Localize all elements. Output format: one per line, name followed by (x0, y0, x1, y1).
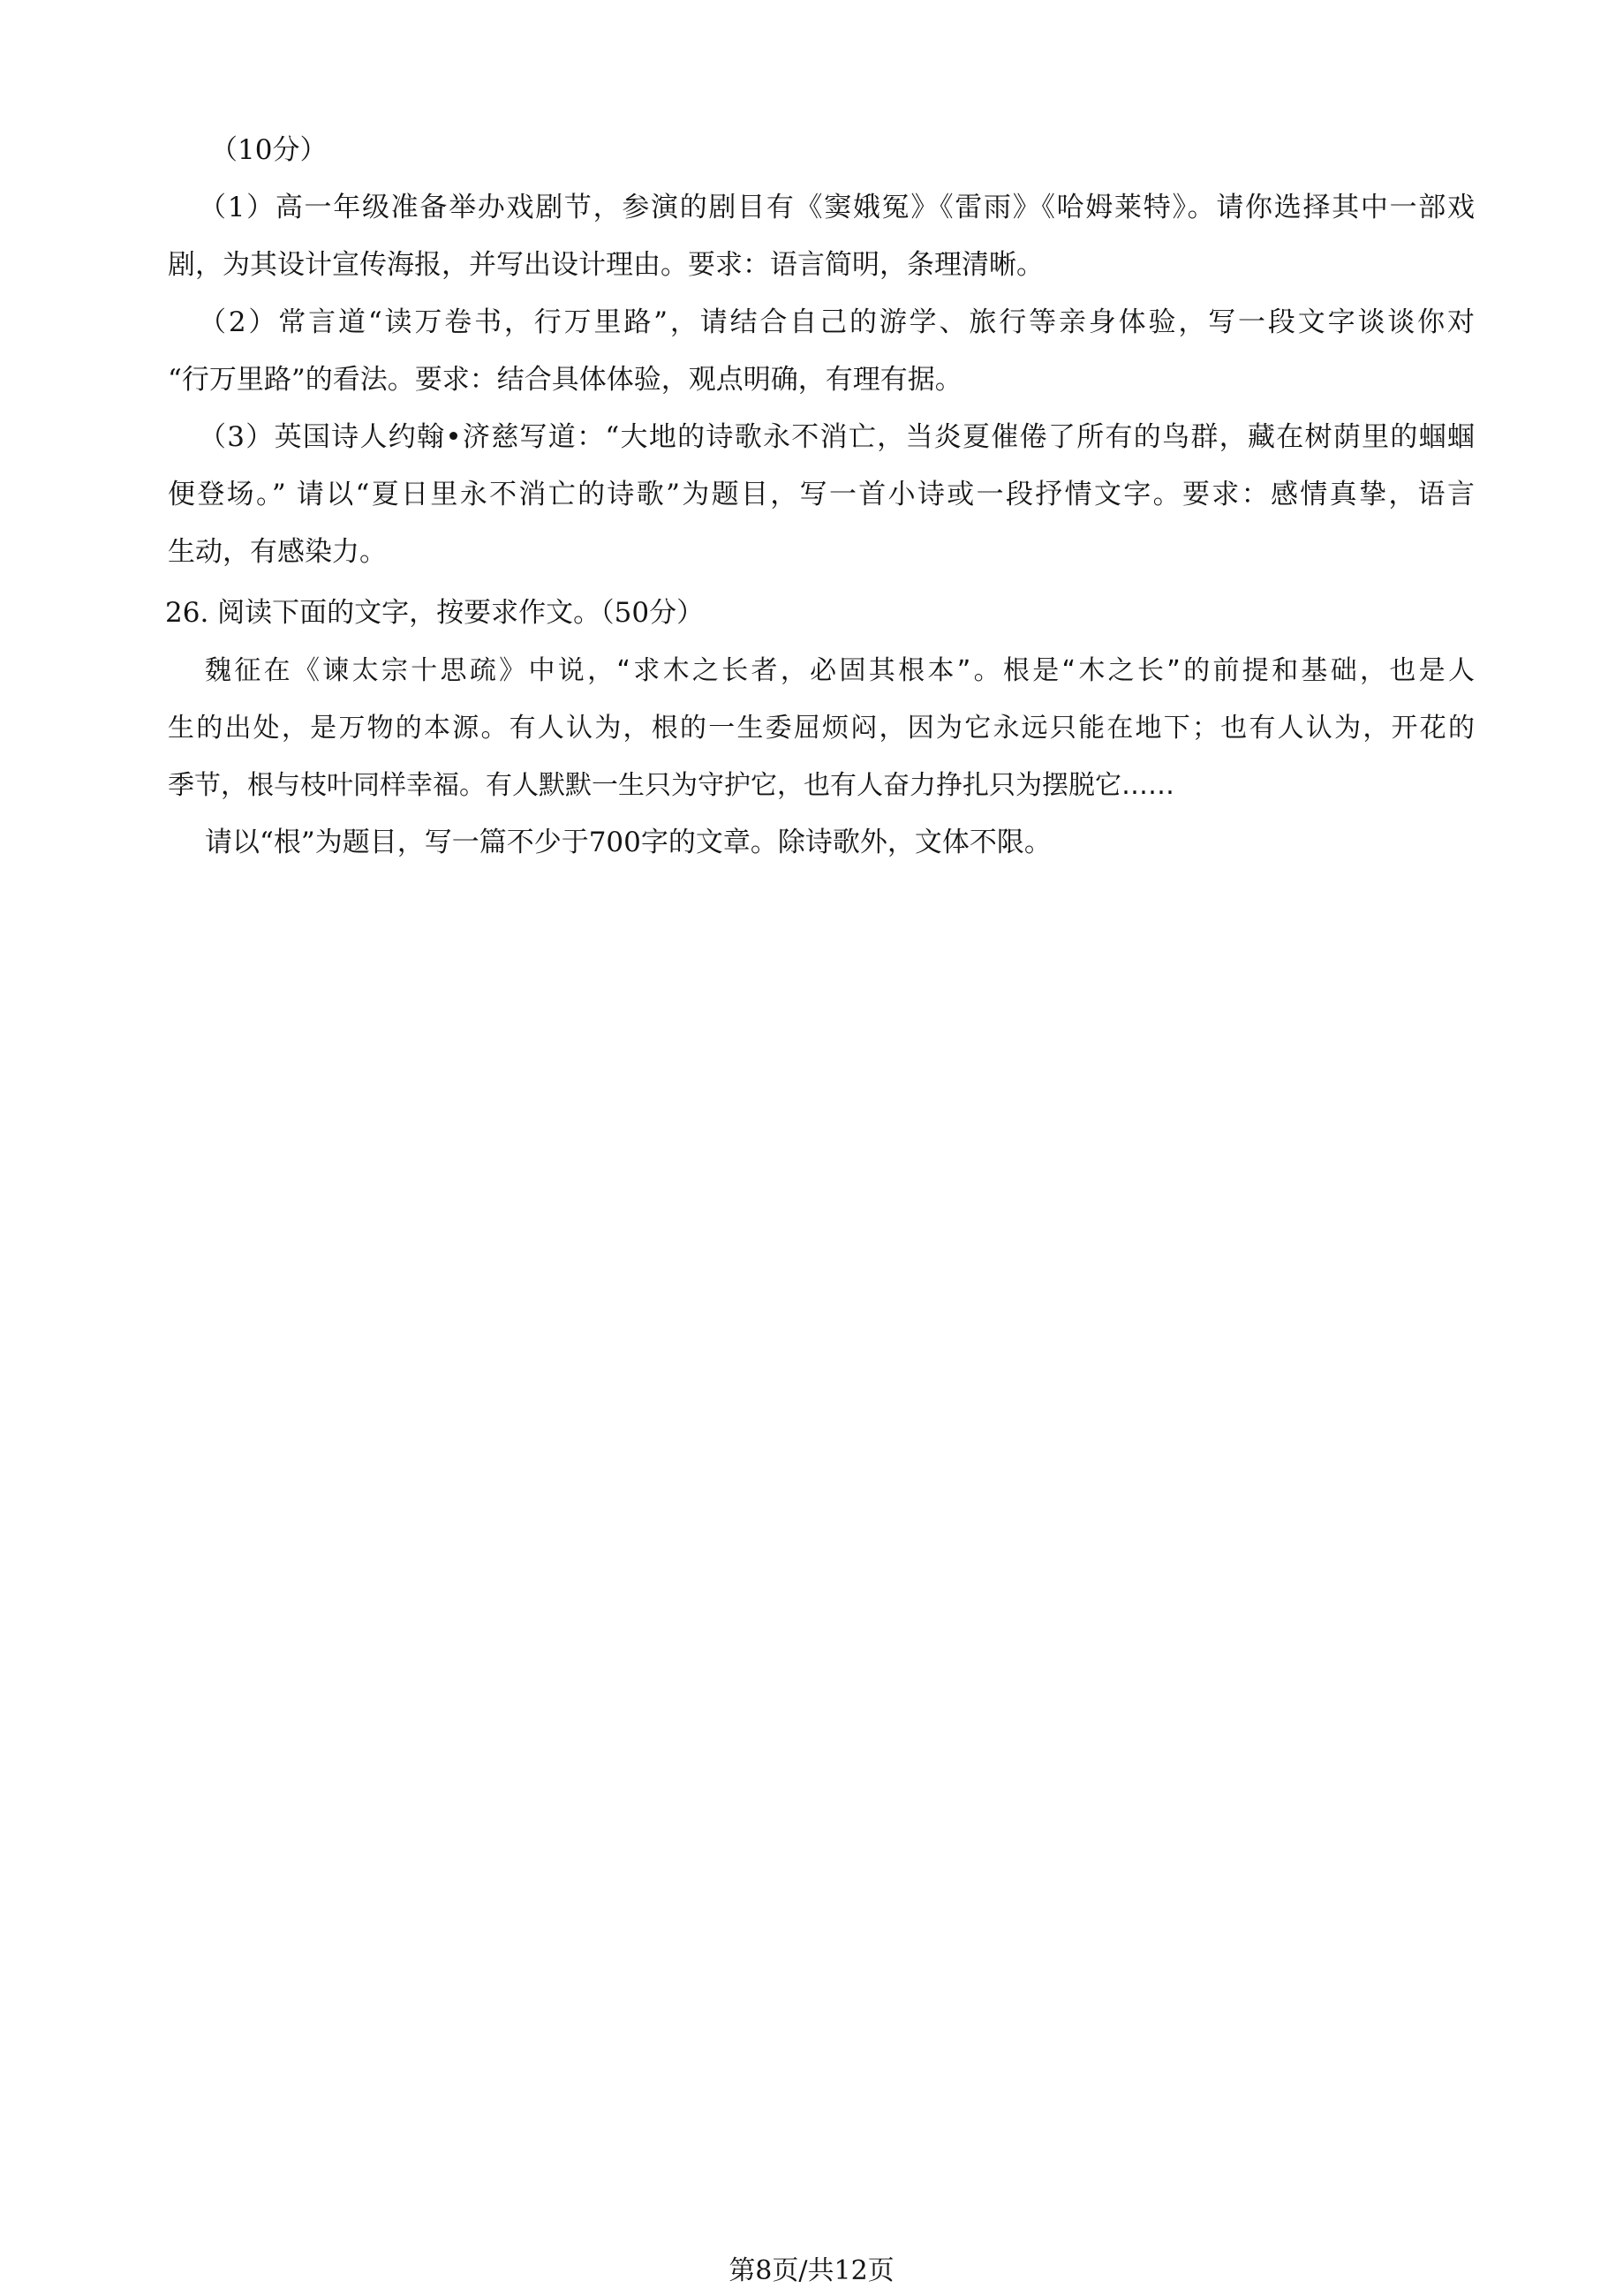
page-content (165, 122, 1475, 872)
q26-paragraph-line-3: 季节，根与枝叶同样幸福。有人默默一生只为守护它，也有人奋力挣扎只为摆脱它…… (168, 770, 1174, 801)
q25-option-3-line-1: （3）英国诗人约翰•济慈写道：“大地的诗歌永不消亡，当炎夏催倦了所有的鸟群，藏在树荫里的蝈蝈 (199, 421, 1475, 453)
page-number-footer: 第8页/共12页 (728, 2255, 895, 2286)
q25-score-line: （10分） (210, 134, 328, 166)
q25-option-2-line-2: “行万里路”的看法。要求：结合具体体验，观点明确，有理有据。 (168, 364, 962, 396)
q25-option-3-line-2: 便登场。” 请以“夏日里永不消亡的诗歌”为题目，写一首小诗或一段抒情文字。要求：感情真挚，语言 (168, 479, 1475, 510)
q25-option-2-line-1: （2）常言道“读万卷书，行万里路”，请结合自己的游学、旅行等亲身体验，写一段文字谈谈你对 (199, 306, 1475, 338)
q25-option-1-line-1: （1）高一年级准备举办戏剧节，参演的剧目有《窦娥冤》《雷雨》《哈姆莱特》。请你选择其中一部戏 (199, 192, 1475, 223)
q25-option-1-line-2: 剧，为其设计宣传海报，并写出设计理由。要求：语言简明，条理清晰。 (168, 249, 1044, 281)
q26-paragraph-line-2: 生的出处，是万物的本源。有人认为，根的一生委屈烦闷，因为它永远只能在地下；也有人认为，开花的 (168, 713, 1475, 744)
q26-paragraph-line-1: 魏征在《谏太宗十思疏》中说，“求木之长者，必固其根本”。根是“木之长”的前提和基础，也是人 (205, 655, 1475, 686)
q25-option-3-line-3: 生动，有感染力。 (168, 536, 387, 568)
q26-essay-prompt: 请以“根”为题目，写一篇不少于700字的文章。除诗歌外，文体不限。 (205, 827, 1052, 858)
q26-title: 26. 阅读下面的文字，按要求作文。（50分） (165, 597, 705, 629)
